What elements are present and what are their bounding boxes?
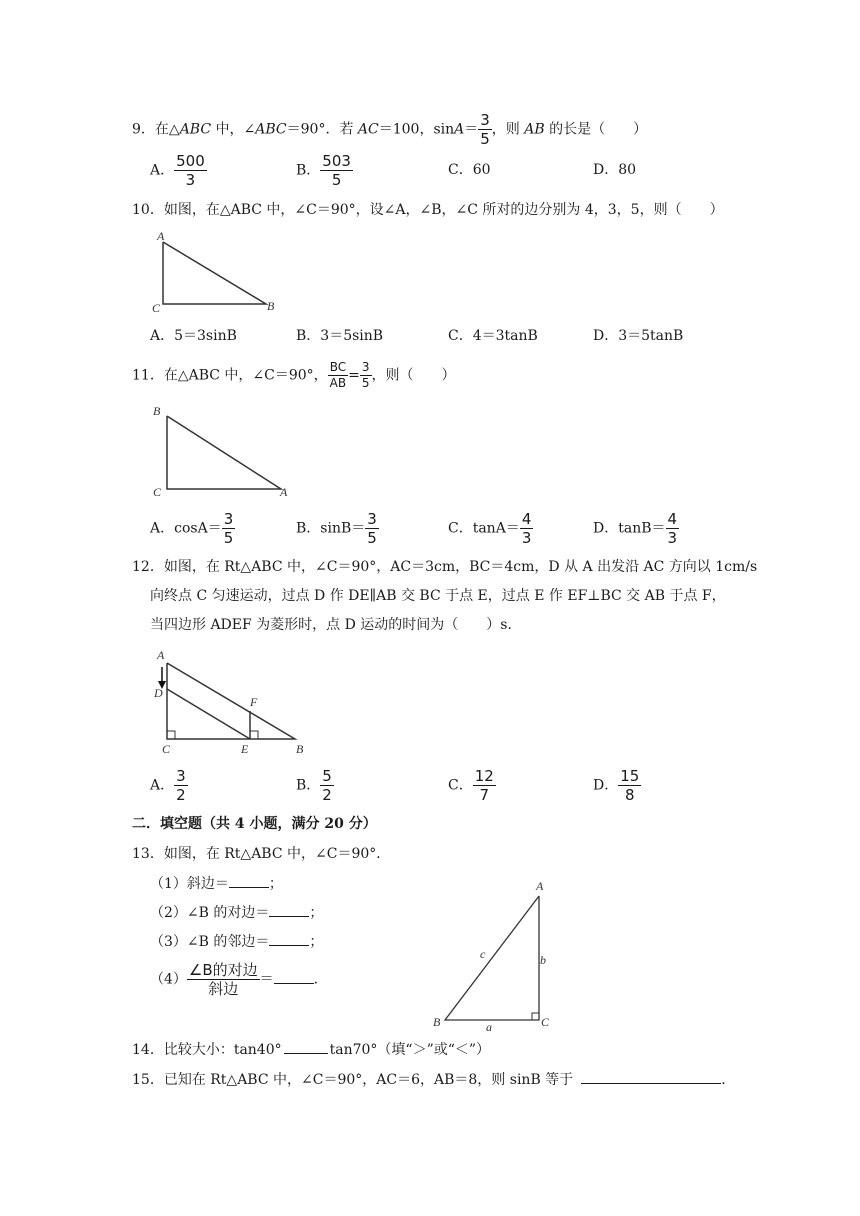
q12-option-d[interactable]: D． $\frac{15}{8}$ xyxy=(593,767,640,804)
q13-label-a: A xyxy=(536,879,544,893)
q10-option-d[interactable]: D．3＝5tanB xyxy=(593,328,684,344)
q10-label-c: C xyxy=(152,301,161,315)
q11-option-b[interactable]: B．sinB＝ $\frac{3}{5}$ xyxy=(296,510,377,547)
q11-triangle-figure xyxy=(148,400,298,500)
q11-option-c[interactable]: C．tanA＝ $\frac{4}{3}$ xyxy=(448,510,532,547)
q9-option-c[interactable]: C．60 xyxy=(448,162,491,178)
q13-label-side-a: a xyxy=(486,1020,492,1034)
q11-fraction-bc-ab: $\frac{BC}{AB}$ xyxy=(329,360,347,390)
q10-stem: 10．如图，在△ABC 中，∠C＝90°，设∠A，∠B，∠C 所对的边分别为 4，3，5，则（ ） xyxy=(132,202,724,218)
q13-label-side-b: b xyxy=(540,953,546,967)
q12-triangle-figure xyxy=(148,645,318,760)
q11-label-a: A xyxy=(280,485,288,499)
q10-triangle-figure xyxy=(148,228,283,316)
q11-label-b: B xyxy=(153,404,161,418)
q13-label-b: B xyxy=(433,1015,441,1029)
q11-option-a[interactable]: A．cosA＝ $\frac{3}{5}$ xyxy=(150,510,234,547)
q12-label-a: A xyxy=(157,648,165,662)
q12-stem-line3: 当四边形 ADEF 为菱形时，点 D 运动的时间为（ ）s． xyxy=(150,617,522,633)
q12-label-f: F xyxy=(250,695,258,709)
q13-triangle-figure xyxy=(430,876,560,1036)
q11-fraction-3-5: $\frac{3}{5}$ xyxy=(361,360,370,390)
q15-stem: 15．已知在 Rt△ABC 中，∠C＝90°，AC＝6，AB＝8，则 sinB 等于 ． xyxy=(132,1072,736,1088)
q13-blank-3[interactable] xyxy=(269,945,309,946)
q13-stem: 13．如图，在 Rt△ABC 中，∠C＝90°． xyxy=(132,846,391,862)
q10-option-a[interactable]: A．5＝3sinB xyxy=(150,328,237,344)
q13-blank-4[interactable] xyxy=(274,983,314,984)
q10-option-b[interactable]: B．3＝5sinB xyxy=(296,328,384,344)
q10-label-a: A xyxy=(157,229,165,243)
section-heading-fill-in: 二．填空题（共 4 小题，满分 20 分） xyxy=(132,816,377,832)
q9-fraction: $\frac{3}{5}$ xyxy=(480,111,490,148)
q13-sub4: （4） $\frac{\text{∠B的对边}}{\text{斜边}}$ ＝ ． xyxy=(150,961,328,998)
q11-option-d[interactable]: D．tanB＝ $\frac{4}{3}$ xyxy=(593,510,678,547)
q12-stem-line1: 12．如图，在 Rt△ABC 中，∠C＝90°，AC＝3cm，BC＝4cm，D 从 A 出发沿 AC 方向以 1cm/s xyxy=(132,559,758,575)
q11-stem: 11．在△ABC 中，∠C＝90°， $\frac{BC}{AB}$ = $\frac{3}{5}$ ，则（ ） xyxy=(132,360,456,390)
q12-label-b: B xyxy=(296,742,304,756)
q12-stem-line2: 向终点 C 匀速运动，过点 D 作 DE∥AB 交 BC 于点 E，过点 E 作 EF⊥BC 交 AB 于点 F， xyxy=(150,588,726,604)
q9-stem: 9．在△ABC 中，∠ABC＝90°．若 AC＝100，sinA＝ $\frac{3}{5}$ ，则 AB 的长是（ ） xyxy=(132,111,648,148)
q9-option-b[interactable]: B． $\frac{503}{5}$ xyxy=(296,152,351,189)
q13-sub3: （3）∠B 的邻边＝ ； xyxy=(150,934,324,950)
q12-label-d: D xyxy=(154,686,163,700)
q14-stem: 14．比较大小：tan40° tan70°（填“＞”或“＜”） xyxy=(132,1042,491,1058)
q9-option-a[interactable]: A． $\frac{500}{3}$ xyxy=(150,152,205,189)
q9-option-d[interactable]: D．80 xyxy=(593,162,637,178)
q13-label-c: C xyxy=(541,1015,550,1029)
q13-label-side-c: c xyxy=(480,947,486,961)
q15-blank[interactable] xyxy=(581,1083,721,1084)
q10-label-b: B xyxy=(267,299,275,313)
q13-blank-1[interactable] xyxy=(229,887,269,888)
q12-option-c[interactable]: C． $\frac{12}{7}$ xyxy=(448,767,494,804)
q14-blank[interactable] xyxy=(284,1053,328,1054)
q12-option-b[interactable]: B． $\frac{5}{2}$ xyxy=(296,767,332,804)
q13-fraction: $\frac{\text{∠B的对边}}{\text{斜边}}$ xyxy=(188,961,258,998)
q10-option-c[interactable]: C．4＝3tanB xyxy=(448,328,538,344)
q11-label-c: C xyxy=(153,485,162,499)
q12-label-c: C xyxy=(162,742,171,756)
q13-sub1: （1）斜边＝ ； xyxy=(150,876,283,892)
q12-option-a[interactable]: A． $\frac{3}{2}$ xyxy=(150,767,186,804)
q12-label-e: E xyxy=(241,742,249,756)
q13-blank-2[interactable] xyxy=(269,916,309,917)
q13-sub2: （2）∠B 的对边＝ ； xyxy=(150,905,324,921)
